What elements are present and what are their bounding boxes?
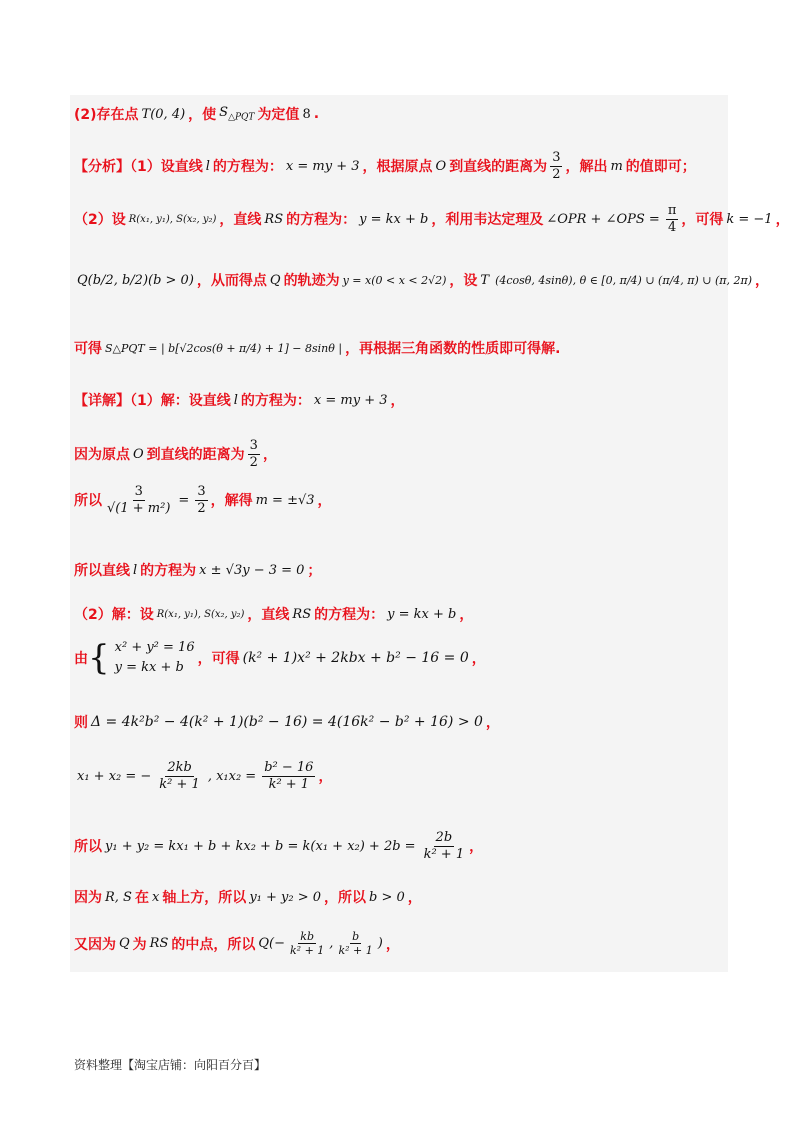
text: ，解得 <box>210 493 253 510</box>
math: (k² + 1)x² + 2kbx + b² − 16 = 0 <box>242 649 469 666</box>
fraction: $\frac{kb}{\text{k² + 1}}$ <box>290 930 325 958</box>
math: x ± √3y − 3 = 0 <box>199 562 305 578</box>
text: 在 <box>134 890 149 906</box>
text: ， <box>471 650 486 667</box>
detail-line-5 <box>74 604 473 624</box>
text: 的方程为： <box>314 607 385 623</box>
text: ， <box>317 493 332 510</box>
math: y₁ + y₂ = kx₁ + b + kx₂ + b = k(x₁ + x₂) + 2b = <box>105 838 416 854</box>
math: y₁ + y₂ > 0 <box>249 889 322 905</box>
text: ， <box>459 607 474 623</box>
fraction: $\frac{3}{2}$ <box>249 438 258 470</box>
math: Q <box>269 272 281 288</box>
math: Q(b/2, b/2)(b > 0) <box>77 272 194 288</box>
math: ) <box>377 936 383 952</box>
text: ， <box>755 273 770 289</box>
text: 为定值 <box>257 107 300 123</box>
detail-line-10 <box>74 887 422 907</box>
footer-source: 资料整理【淘宝店铺：向阳百分百】 <box>74 1058 267 1072</box>
math: y = kx + b <box>387 606 457 622</box>
math: m = ±√3 <box>255 492 315 508</box>
math: = <box>178 492 190 508</box>
text: ， <box>407 890 422 906</box>
text: 的方程为： <box>286 212 357 229</box>
text: ，可得 <box>681 212 724 229</box>
detail-line-8 <box>74 760 332 792</box>
text: ，根据原点 <box>362 159 433 176</box>
fraction: $\frac{\pi}{4}$ <box>667 203 677 235</box>
math: l <box>133 562 138 578</box>
detail-line-6 <box>74 638 486 677</box>
text: 的方程为： <box>212 159 283 176</box>
fraction: $\frac{3}{2}$ <box>197 484 206 516</box>
detail-line-7 <box>74 712 500 732</box>
text: （2）设 <box>74 212 126 229</box>
math: RS <box>149 936 169 952</box>
text: 的轨迹为 <box>283 273 340 289</box>
detail-line-2 <box>74 438 277 470</box>
detail-line-1 <box>74 390 405 410</box>
analysis-line-3 <box>74 270 769 290</box>
text: ，使 <box>188 107 217 123</box>
math-subscript: △PQT <box>228 112 255 123</box>
text: 所以直线 <box>74 563 130 579</box>
text: 【分析】（1）设直线 <box>74 159 203 176</box>
part2-header-line <box>74 104 319 124</box>
text: ，再根据三角函数的性质即可得解. <box>345 341 561 357</box>
text: （2）解：设 <box>74 607 154 623</box>
math: b > 0 <box>369 889 405 905</box>
math: x = my + 3 <box>285 158 360 174</box>
math: RS <box>264 211 284 227</box>
detail-line-11 <box>74 930 400 957</box>
math: y = kx + b <box>359 211 429 227</box>
math: RS <box>292 606 312 622</box>
text: ，所以 <box>324 890 367 906</box>
math: Q <box>119 936 130 952</box>
math: k = −1 <box>726 211 773 227</box>
analysis-line-1 <box>74 150 696 182</box>
text: 因为原点 <box>74 447 130 464</box>
text: ， <box>469 839 484 856</box>
text: 由 <box>74 650 88 667</box>
math: R(x₁, y₁), S(x₂, y₂) <box>156 608 245 620</box>
math: $S_{\triangle PQT}$ <box>219 105 255 123</box>
math: x = my + 3 <box>313 392 388 408</box>
text: ，设 <box>449 273 478 289</box>
text: ，利用韦达定理及 <box>431 212 544 229</box>
text: ，可得 <box>197 650 240 667</box>
analysis-line-2 <box>74 203 790 235</box>
math: , <box>329 936 334 952</box>
math: x <box>151 889 160 905</box>
text: ，从而得点 <box>196 273 267 289</box>
text: ， <box>385 936 400 953</box>
math: m <box>610 158 623 174</box>
text: 的中点，所以 <box>171 936 256 953</box>
text: 所以 <box>74 493 102 510</box>
text: 到直线的距离为 <box>449 159 548 176</box>
math: O <box>435 158 447 174</box>
text: 的方程为 <box>140 563 197 579</box>
math: Δ = 4k²b² − 4(k² + 1)(b² − 16) = 4(16k² − b² + 16) > 0 <box>91 714 483 730</box>
text: (2)存在点 <box>74 107 139 123</box>
math: l <box>205 158 210 174</box>
math: R, S <box>105 889 132 905</box>
math: R(x₁, y₁), S(x₂, y₂) <box>128 213 217 225</box>
math: S△PQT = | b[√2cos(θ + π/4) + 1] − 8sinθ | <box>105 341 343 355</box>
math: l <box>233 392 238 408</box>
math: T <box>480 272 490 288</box>
text: ，直线 <box>219 212 262 229</box>
math: y = x(0 < x < 2√2) <box>342 273 447 287</box>
text: 因为 <box>74 890 102 906</box>
system-equation-2: y = kx + b <box>114 659 184 675</box>
left-brace: { <box>88 637 110 678</box>
text: 的方程为： <box>240 393 311 409</box>
text: . <box>313 106 320 122</box>
text: 轴上方，所以 <box>162 890 247 906</box>
text: ，直线 <box>247 607 290 623</box>
text: ， <box>775 212 790 229</box>
system-equation-1: x² + y² = 16 <box>114 640 195 655</box>
detail-line-4 <box>74 560 321 580</box>
math: T(0, 4) <box>141 106 186 122</box>
text: ， <box>262 447 277 464</box>
analysis-line-4 <box>74 338 560 358</box>
fraction: $\frac{\text{b² − 16}}{\text{k² + 1}}$ <box>264 760 314 792</box>
detail-line-3 <box>74 484 332 516</box>
math: ∠OPR + ∠OPS = <box>546 211 660 227</box>
detail-line-9 <box>74 830 483 862</box>
fraction: $\frac{2kb}{\text{k² + 1}}$ <box>159 760 200 792</box>
math: , x₁x₂ = <box>207 768 257 784</box>
text: 可得 <box>74 341 102 357</box>
text: 【详解】（1）解：设直线 <box>74 393 231 409</box>
text: ， <box>390 393 405 409</box>
text: 又因为 <box>74 936 116 953</box>
fraction: $\frac{3}{\text{√(1 + m²)}}$ <box>107 484 171 516</box>
text: 为 <box>132 936 147 953</box>
text: 到直线的距离为 <box>146 447 245 464</box>
text: ， <box>485 715 500 731</box>
fraction: $\frac{3}{2}$ <box>552 150 561 182</box>
text: 则 <box>74 715 88 731</box>
text: 所以 <box>74 839 102 856</box>
text: ； <box>307 563 322 579</box>
text: ，解出 <box>565 159 608 176</box>
math: O <box>133 446 144 462</box>
math: (4cosθ, 4sinθ), θ ∈ [0, π/4) ∪ (π/4, π) ∪ (π, 2π) <box>495 273 753 287</box>
text: 的值即可； <box>625 159 696 176</box>
math: 8 <box>302 106 311 122</box>
text: ， <box>318 769 333 786</box>
equation-system <box>115 638 195 677</box>
math: x₁ + x₂ = − <box>77 768 152 784</box>
fraction: $\frac{b}{\text{k² + 1}}$ <box>338 930 373 958</box>
math: Q(− <box>258 936 285 952</box>
fraction: $\frac{2b}{\text{k² + 1}}$ <box>423 830 465 862</box>
